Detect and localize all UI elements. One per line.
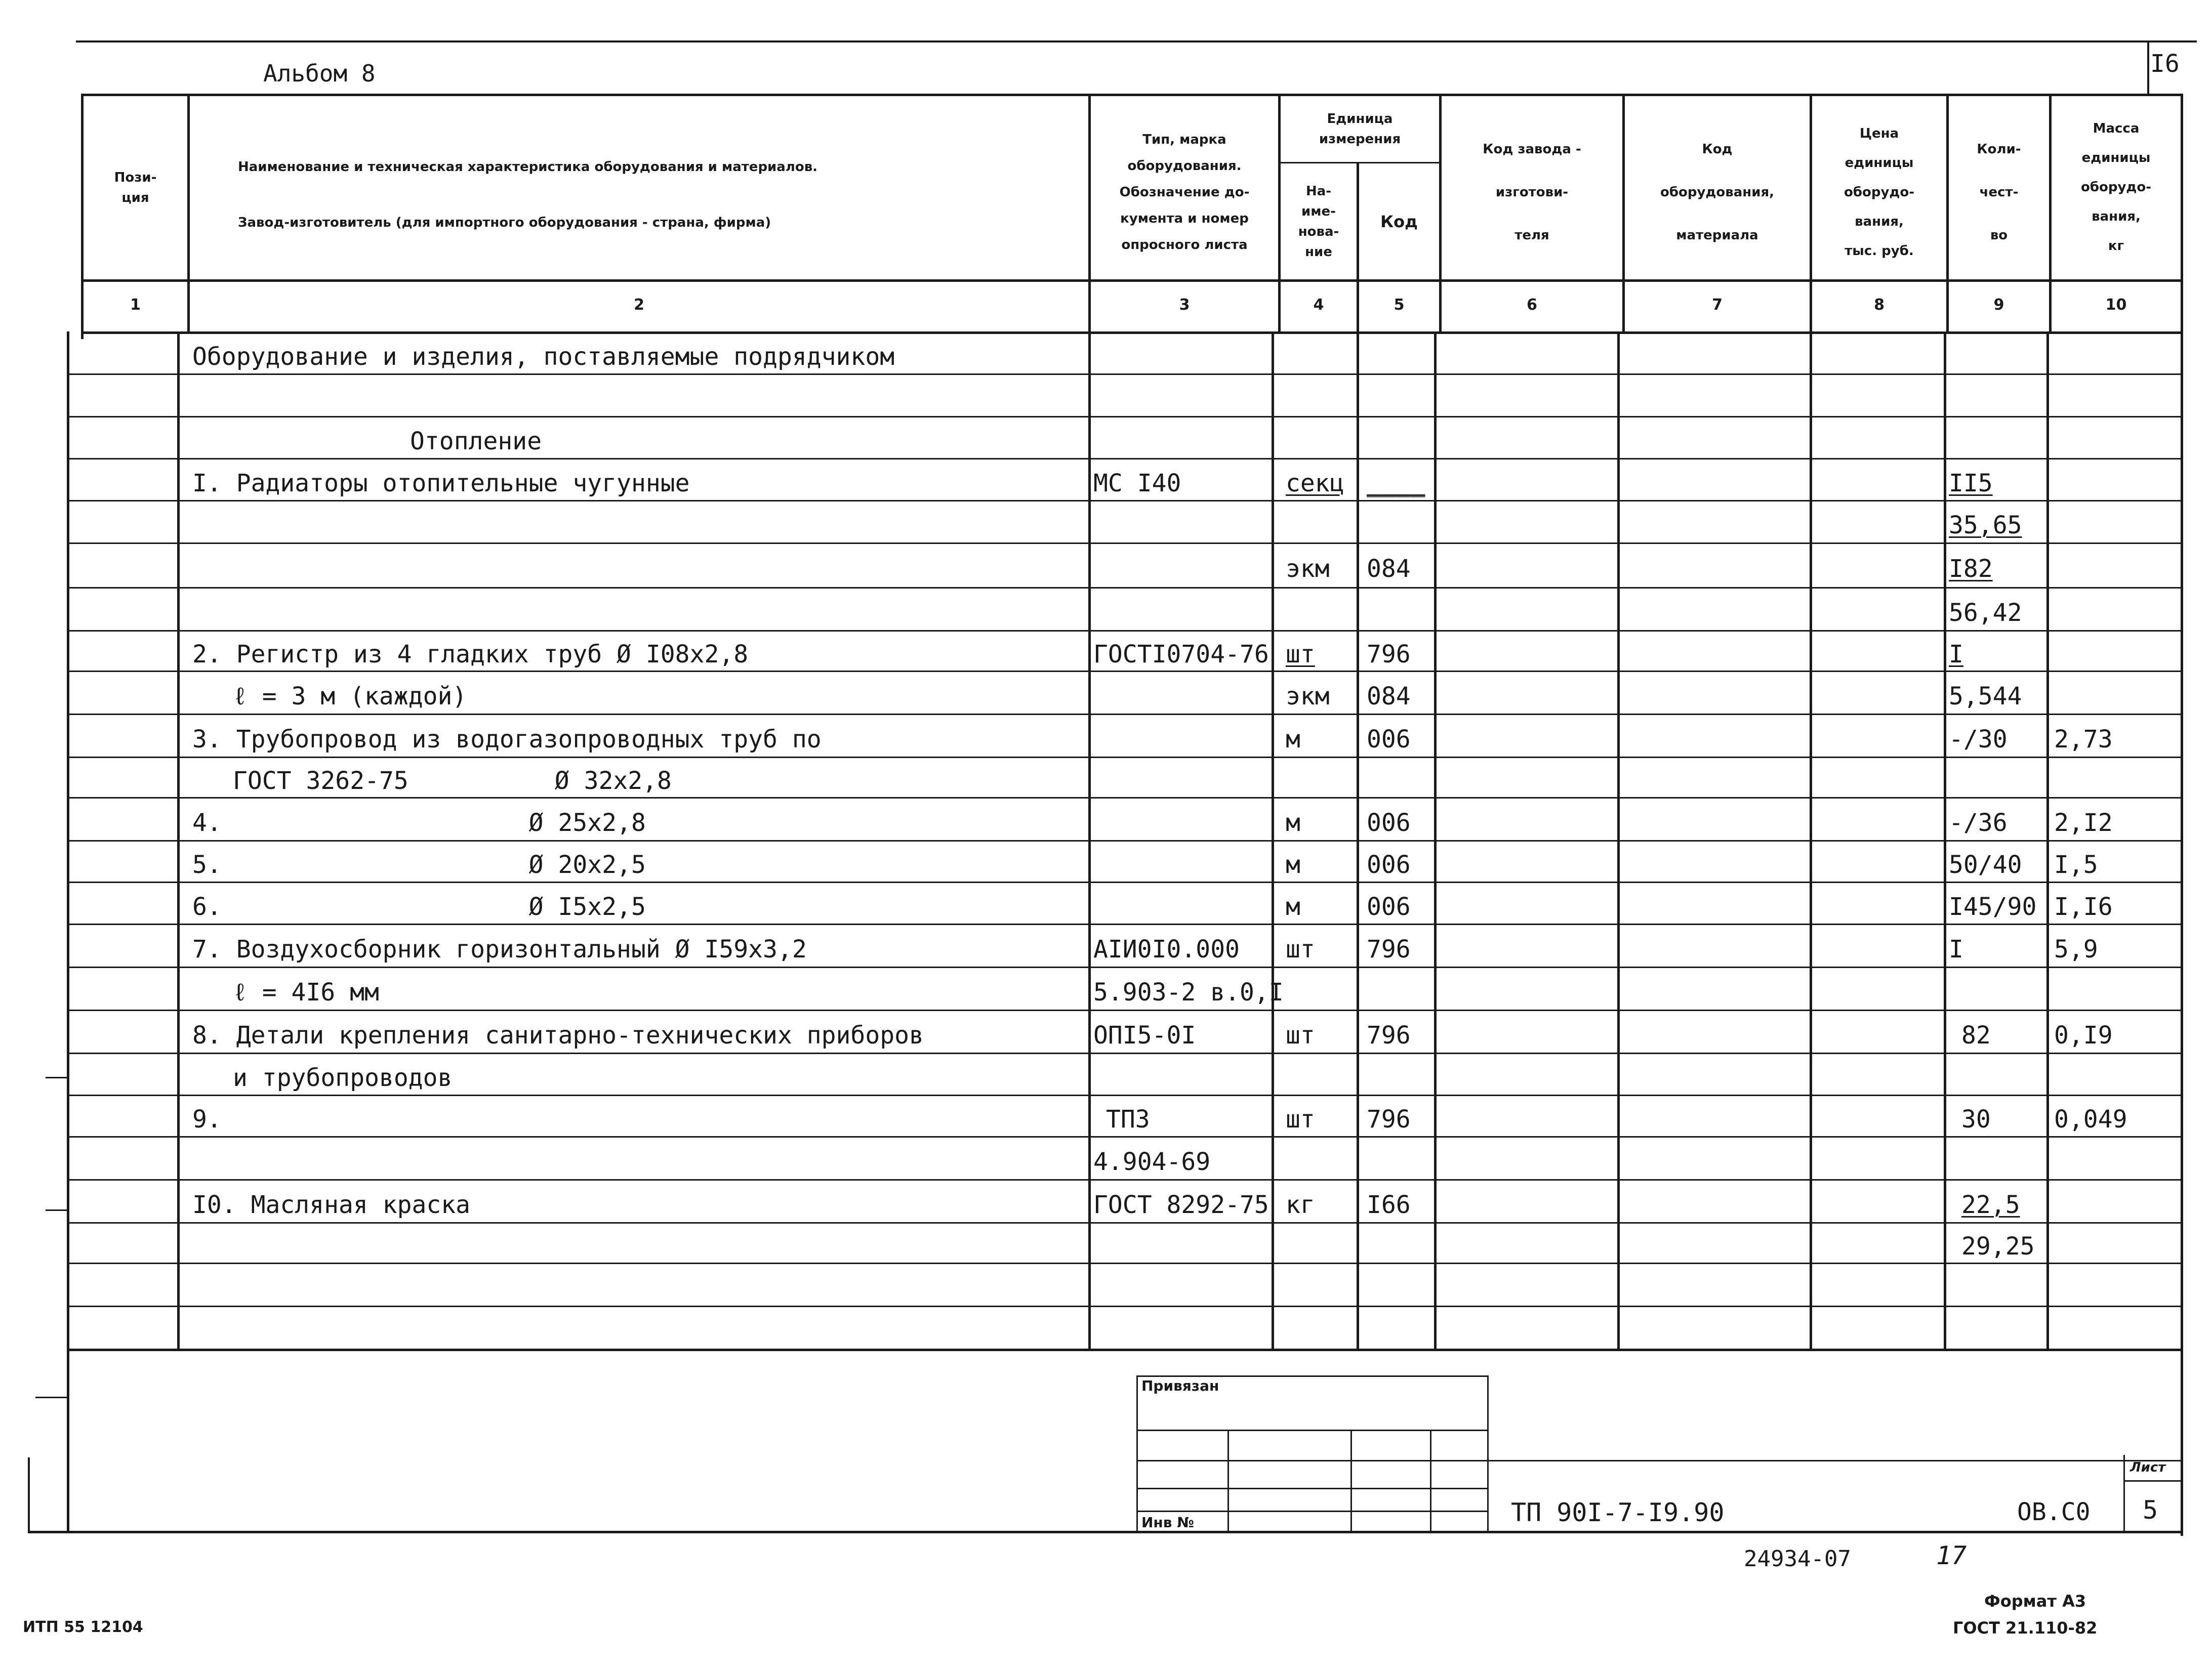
cell-qty: 56,42 [1949,598,2022,627]
cell-type: МС I40 [1093,469,1181,497]
gost-label: ГОСТ 21.110-82 [1953,1618,2098,1638]
cell-name: Оборудование и изделия, поставляемые подрядчиком [192,342,895,371]
cell-name: Отопление [410,427,542,455]
cell-name: 2. Регистр из 4 гладких труб Ø I08x2,8 [192,640,749,668]
cell-qty: -/36 [1949,808,2008,837]
cell-mass: 2,73 [2054,725,2113,754]
cell-qty: 30 [1961,1105,1991,1134]
header-type: Тип, марка оборудования. Обозначение до- кумента и номер опросного листа [1119,132,1250,253]
header-unit-code: Код [1380,212,1418,231]
cell-type: ГОСТ 8292-75 [1093,1190,1269,1219]
cell-name: 4. Ø 25x2,8 [192,808,646,837]
header-unit-name: На- име- нова- ние [1298,183,1339,260]
column-number: 9 [1993,296,2004,314]
column-number: 8 [1874,296,1885,314]
cell-qty: 82 [1961,1021,1991,1050]
header-name: Наименование и техническая характеристика оборудования и материалов. Завод-изготовитель (для импортного оборудования - страна, фирма) [238,159,818,230]
cell-unit: шт [1286,640,1315,668]
cell-qty: -/30 [1949,725,2008,754]
cell-unit: секц [1286,469,1344,497]
cell-code: 006 [1367,892,1411,921]
cell-type: АIИ0I0.000 [1093,935,1240,964]
cell-mass: 2,I2 [2054,808,2113,837]
cell-type: 4.904-69 [1093,1147,1211,1176]
cell-type: ГОСТI0704-76 [1093,640,1269,668]
cell-name: 8. Детали крепления санитарно-технических приборов [192,1021,924,1050]
stamp-privyazan: Привязан [1141,1377,1219,1394]
cell-name: I. Радиаторы отопительные чугунные [192,469,690,497]
cell-code: 006 [1367,725,1411,754]
cell-name: ГОСТ 3262-75 Ø 32x2,8 [233,767,672,795]
cell-name: 7. Воздухосборник горизонтальный Ø I59x3,2 [192,935,807,964]
cell-type: 5.903-2 в.0,I [1093,978,1284,1007]
section-code: ОВ.С0 [2017,1498,2091,1526]
cell-name: I0. Масляная краска [192,1190,471,1219]
header-unit: Единица измерения [1319,111,1401,147]
column-number: 7 [1712,296,1723,314]
cell-qty: I [1949,640,1963,668]
cell-code: 796 [1367,1105,1411,1134]
cell-name: 5. Ø 20x2,5 [192,851,646,879]
cell-code: 796 [1367,1021,1411,1050]
header-price: Цена единицы оборудо- вания, тыс. руб. [1844,126,1915,259]
column-number: 4 [1313,296,1324,314]
header-position: Пози- ция [114,170,157,205]
cell-unit: экм [1286,682,1330,710]
cell-code: 006 [1367,808,1411,837]
cell-mass: 0,I9 [2054,1021,2113,1050]
cell-unit: шт [1286,1021,1315,1050]
cell-qty: I82 [1949,555,1993,583]
cell-unit: шт [1286,1105,1315,1134]
cell-name: 9. [192,1105,222,1134]
cell-mass: 5,9 [2054,935,2098,964]
cell-name: 3. Трубопровод из водогазопроводных труб по [192,725,822,754]
cell-type: ОПI5-0I [1093,1021,1196,1050]
cell-code: ____ [1367,469,1425,497]
cell-unit: м [1286,892,1300,921]
column-number: 1 [130,296,141,314]
cell-unit: м [1286,725,1300,754]
cell-qty: 5,544 [1949,682,2022,710]
cell-qty: II5 [1949,469,1993,497]
column-number: 3 [1179,296,1190,314]
cell-type: ТП3 [1106,1105,1150,1134]
album-label: Альбом 8 [263,60,376,87]
header-quantity: Коли- чест- во [1977,141,2021,243]
cell-name: ℓ = 3 м (каждой) [233,682,467,710]
header-plant-code: Код завода - изготови- теля [1483,141,1581,243]
column-number: 5 [1394,296,1405,314]
page-number: I6 [2150,50,2180,78]
column-number: 6 [1527,296,1537,314]
cell-code: 084 [1367,682,1411,710]
doc-code: ТП 90I-7-I9.90 [1511,1498,1725,1527]
handwritten-note: 17 [1936,1541,1967,1570]
cell-name: 6. Ø I5x2,5 [192,892,646,921]
cell-code: I66 [1367,1190,1411,1219]
sheet-label: Лист [2130,1460,2166,1475]
cell-mass: 0,049 [2054,1105,2127,1134]
cell-code: 006 [1367,851,1411,879]
format-label: Формат А3 [1984,1592,2086,1611]
cell-unit: экм [1286,555,1330,583]
cell-unit: м [1286,851,1300,879]
cell-code: 796 [1367,640,1411,668]
stamp-inv: Инв № [1141,1514,1194,1531]
cell-mass: I,I6 [2054,892,2113,921]
column-number: 2 [634,296,644,314]
archive-number: 24934-07 [1744,1546,1851,1572]
cell-code: 084 [1367,555,1411,583]
header-mass: Масса единицы оборудо- вания, кг [2080,121,2152,254]
cell-qty: 29,25 [1961,1232,2035,1261]
cell-code: 796 [1367,935,1411,964]
cell-qty: 50/40 [1949,851,2022,879]
cell-mass: I,5 [2054,851,2098,879]
cell-unit: м [1286,808,1300,837]
table-right-border [2181,94,2183,1536]
cell-qty: 35,65 [1949,511,2022,539]
cell-name: ℓ = 4I6 мм [233,978,379,1007]
cell-unit: кг [1286,1190,1315,1219]
header-equipment-code: Код оборудования, материала [1660,141,1775,243]
left-code: ИТП 55 12104 [23,1618,143,1636]
cell-name: и трубопроводов [233,1063,453,1092]
cell-unit: шт [1286,935,1315,964]
cell-qty: 22,5 [1961,1190,2020,1219]
cell-qty: I [1949,935,1963,964]
cell-qty: I45/90 [1949,892,2037,921]
column-number: 10 [2105,296,2127,314]
sheet-number: 5 [2143,1495,2158,1525]
